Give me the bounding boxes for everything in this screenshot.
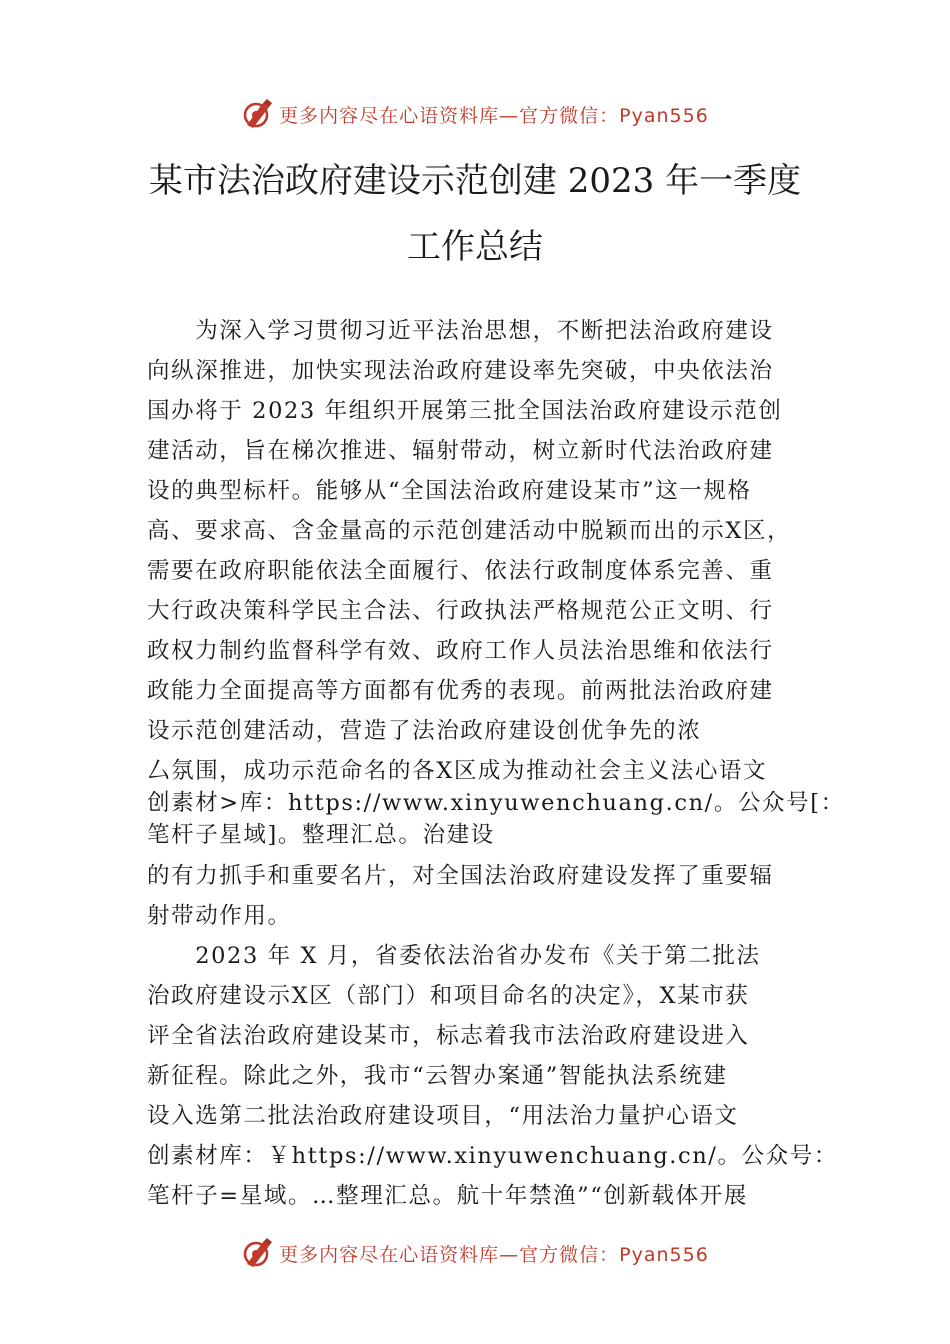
body-line: 设入选第二批法治政府建设项目，“用法治力量护心语文 bbox=[147, 1103, 739, 1129]
body-line: 设示范创建活动，营造了法治政府建设创优争先的浓 bbox=[147, 718, 702, 744]
document-title-line-1: 某市法治政府建设示范创建 2023 年一季度 bbox=[148, 161, 802, 201]
body-line: 向纵深推进，加快实现法治政府建设率先突破，中央依法治 bbox=[147, 358, 774, 384]
body-line: 高、要求高、含金量高的示范创建活动中脱颖而出的示X区， bbox=[147, 518, 792, 544]
body-line: 新征程。除此之外，我市“云智办案通”智能执法系统建 bbox=[147, 1063, 728, 1089]
body-line: 2023 年 X 月，省委依法治省办发布《关于第二批法 bbox=[147, 943, 761, 969]
body-line: 评全省法治政府建设某市，标志着我市法治政府建设进入 bbox=[147, 1023, 750, 1049]
body-line: 创素材库：￥https://www.xinyuwenchuang.cn/。公众号： bbox=[147, 1143, 838, 1169]
body-line: 创素材>库：https://www.xinyuwenchuang.cn/。公众号[： bbox=[147, 790, 845, 816]
body-line: 政权力制约监督科学有效、政府工作人员法治思维和依法行 bbox=[147, 638, 774, 664]
body-line: 建活动，旨在梯次推进、辐射带动，树立新时代法治政府建 bbox=[147, 438, 774, 464]
document-title-line-2: 工作总结 bbox=[407, 227, 543, 267]
pen-logo-icon bbox=[241, 97, 275, 131]
footer-banner bbox=[0, 1233, 950, 1273]
body-line: 治政府建设示X区（部门）和项目命名的决定》，X某市获 bbox=[147, 983, 750, 1009]
body-line: 为深入学习贯彻习近平法治思想，不断把法治政府建设 bbox=[147, 318, 774, 344]
header-banner bbox=[0, 94, 950, 134]
body-line: 设的典型标杆。能够从“全国法治政府建设某市”这一规格 bbox=[147, 478, 752, 504]
footer-banner-text: 更多内容尽在心语资料库—官方微信：Pyan556 bbox=[279, 1243, 709, 1266]
body-line: 大行政决策科学民主合法、行政执法严格规范公正文明、行 bbox=[147, 598, 774, 624]
body-line: 射带动作用。 bbox=[147, 903, 292, 929]
body-line: 政能力全面提高等方面都有优秀的表现。前两批法治政府建 bbox=[147, 678, 774, 704]
body-line: 的有力抓手和重要名片，对全国法治政府建设发挥了重要辐 bbox=[147, 863, 774, 889]
body-line: 笔杆子=星域。…整理汇总。航十年禁渔”“创新载体开展 bbox=[147, 1183, 748, 1209]
body-line: 国办将于 2023 年组织开展第三批全国法治政府建设示范创 bbox=[147, 398, 783, 424]
body-line: 笔杆子星域]。整理汇总。治建设 bbox=[147, 822, 495, 848]
body-line: 厶氛围，成功示范命名的各X区成为推动社会主义法心语文 bbox=[147, 758, 768, 784]
header-banner-text: 更多内容尽在心语资料库—官方微信：Pyan556 bbox=[279, 104, 709, 127]
pen-logo-icon bbox=[241, 1236, 275, 1270]
body-line: 需要在政府职能依法全面履行、依法行政制度体系完善、重 bbox=[147, 558, 774, 584]
